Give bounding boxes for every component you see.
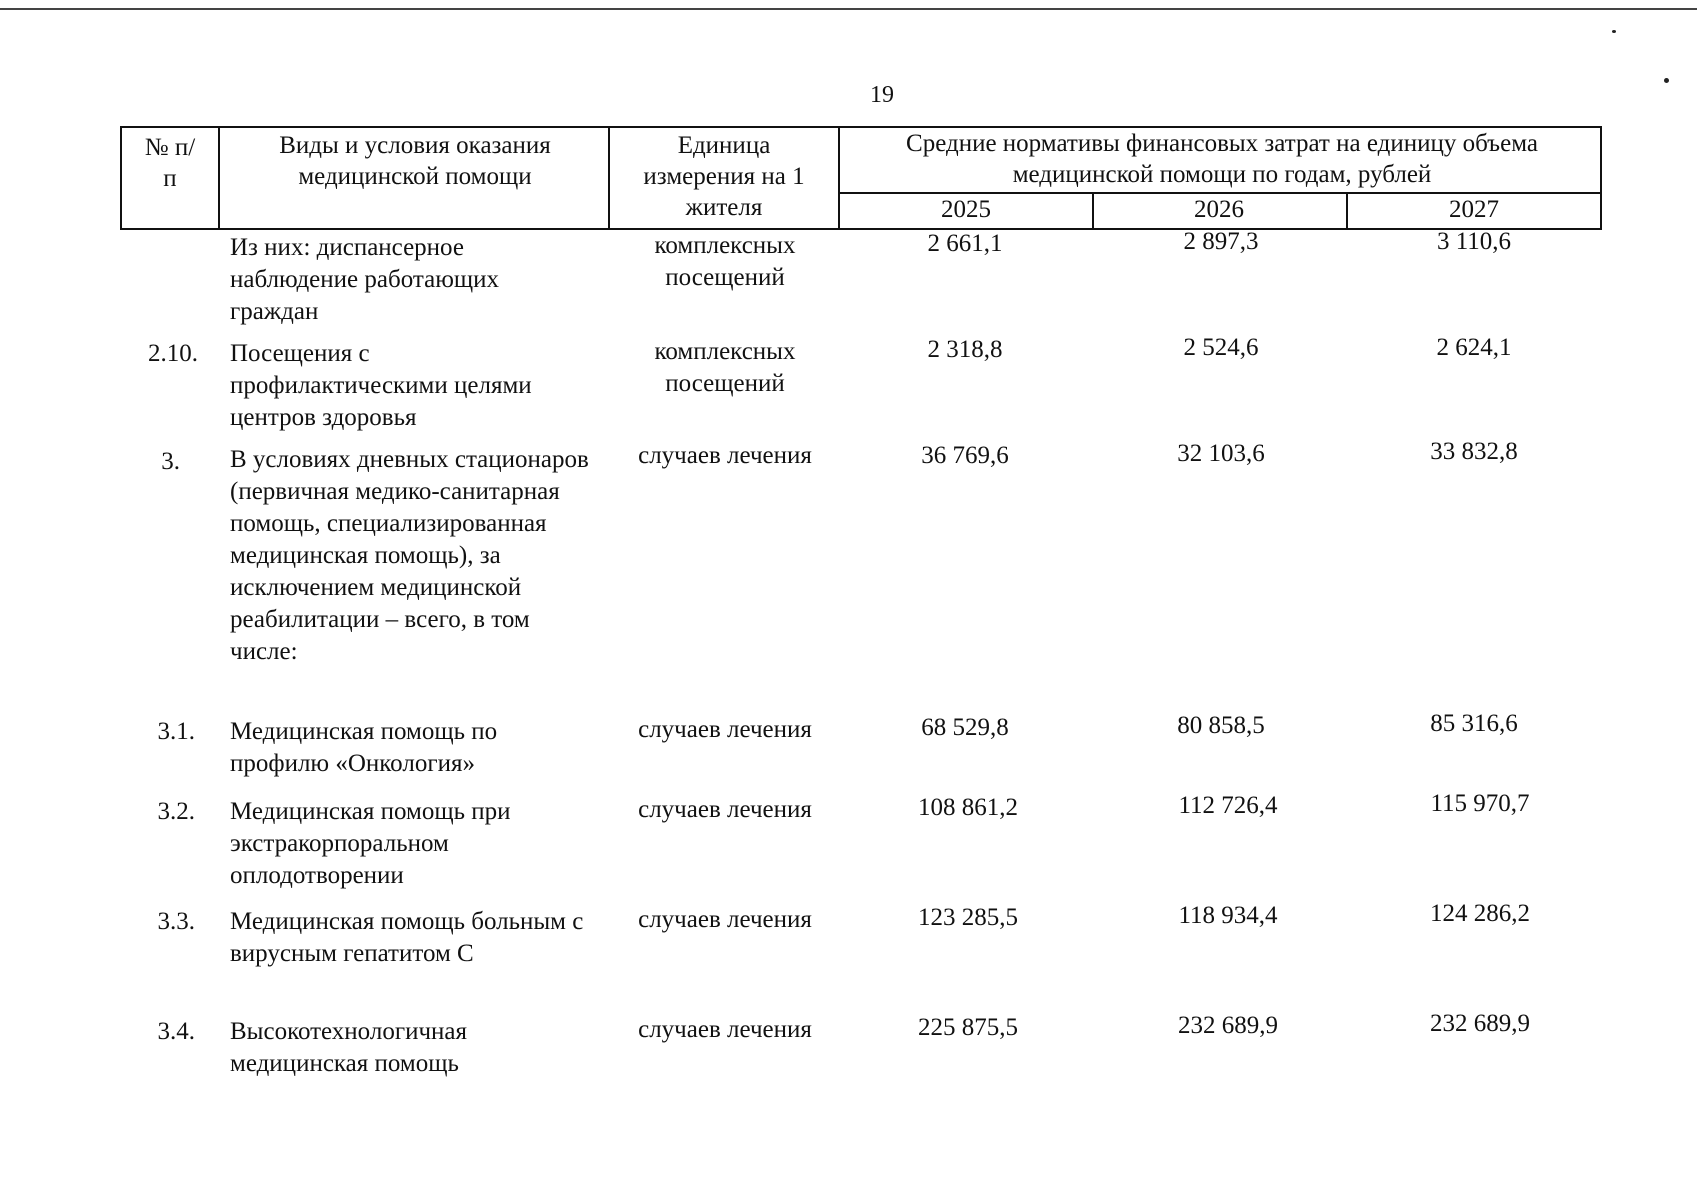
- header-divider: [218, 126, 220, 230]
- row-value-2027: 85 316,6: [1430, 710, 1518, 737]
- header-divider: [838, 126, 840, 230]
- row-number: 2.10.: [148, 340, 198, 367]
- row-number: 3.4.: [157, 1018, 195, 1045]
- row-value-2026: 80 858,5: [1177, 712, 1265, 739]
- row-value-2025: 68 529,8: [921, 714, 1009, 741]
- row-name: Медицинская помощь больным с вирусным гепатитом С: [230, 908, 584, 967]
- row-unit: случаев лечения: [638, 906, 812, 933]
- row-value-2026: 32 103,6: [1177, 440, 1265, 467]
- scan-speck: [1664, 78, 1669, 83]
- row-unit: случаев лечения: [638, 796, 812, 823]
- row-value-2027: 3 110,6: [1436, 228, 1512, 255]
- row-value-2027: 232 689,9: [1430, 1010, 1530, 1037]
- row-value-2026: 2 524,6: [1183, 334, 1259, 361]
- row-name: Высокотехнологичная медицинская помощь: [230, 1018, 468, 1077]
- row-unit: случаев лечения: [638, 716, 812, 743]
- row-unit: комплексных посещений: [654, 338, 796, 397]
- row-value-2025: 108 861,2: [918, 794, 1018, 821]
- row-unit: комплексных посещений: [654, 232, 796, 291]
- row-unit: случаев лечения: [638, 442, 812, 469]
- row-value-2025: 123 285,5: [918, 904, 1018, 931]
- row-number: 3.2.: [157, 798, 195, 825]
- row-name: Посещения с профилактическими целями центров здоровья: [230, 340, 532, 431]
- row-value-2027: 33 832,8: [1430, 438, 1518, 465]
- header-number: № п/п: [144, 134, 196, 192]
- row-value-2027: 124 286,2: [1430, 900, 1530, 927]
- row-name: Медицинская помощь при экстракорпоральном оплодотворении: [230, 798, 511, 889]
- scan-edge-line: [0, 8, 1697, 10]
- row-number: 3.: [161, 448, 180, 475]
- row-value-2027: 2 624,1: [1436, 334, 1512, 361]
- row-unit: случаев лечения: [638, 1016, 812, 1043]
- row-name: В условиях дневных стационаров (первичная медико-санитарная помощь, специализированная медицинская помощь), за исключением медицинской реабилитации – всего, в том числе:: [230, 446, 589, 665]
- header-year: 2027: [1449, 196, 1499, 223]
- row-number: 3.1.: [157, 718, 195, 745]
- row-value-2026: 232 689,9: [1178, 1012, 1278, 1039]
- row-value-2025: 2 661,1: [927, 230, 1003, 257]
- page-number: 19: [870, 82, 894, 108]
- row-value-2026: 118 934,4: [1178, 902, 1278, 929]
- scan-speck: [1612, 30, 1616, 33]
- row-name: Из них: диспансерное наблюдение работающих граждан: [230, 234, 499, 325]
- header-year: 2025: [941, 196, 991, 223]
- row-value-2026: 2 897,3: [1183, 228, 1259, 255]
- row-value-2025: 2 318,8: [927, 336, 1003, 363]
- row-name: Медицинская помощь по профилю «Онкология»: [230, 718, 498, 777]
- row-value-2026: 112 726,4: [1178, 792, 1278, 819]
- row-number: 3.3.: [157, 908, 195, 935]
- row-value-2025: 225 875,5: [918, 1014, 1018, 1041]
- row-value-2027: 115 970,7: [1430, 790, 1530, 817]
- header-divider: [608, 126, 610, 230]
- header-year: 2026: [1194, 196, 1244, 223]
- header-kind: Виды и условия оказания медицинской помощи: [279, 132, 551, 190]
- header-unit: Единица измерения на 1 жителя: [643, 132, 805, 221]
- row-value-2025: 36 769,6: [921, 442, 1009, 469]
- header-norms: Средние нормативы финансовых затрат на единицу объема медицинской помощи по годам, рублей: [906, 130, 1538, 188]
